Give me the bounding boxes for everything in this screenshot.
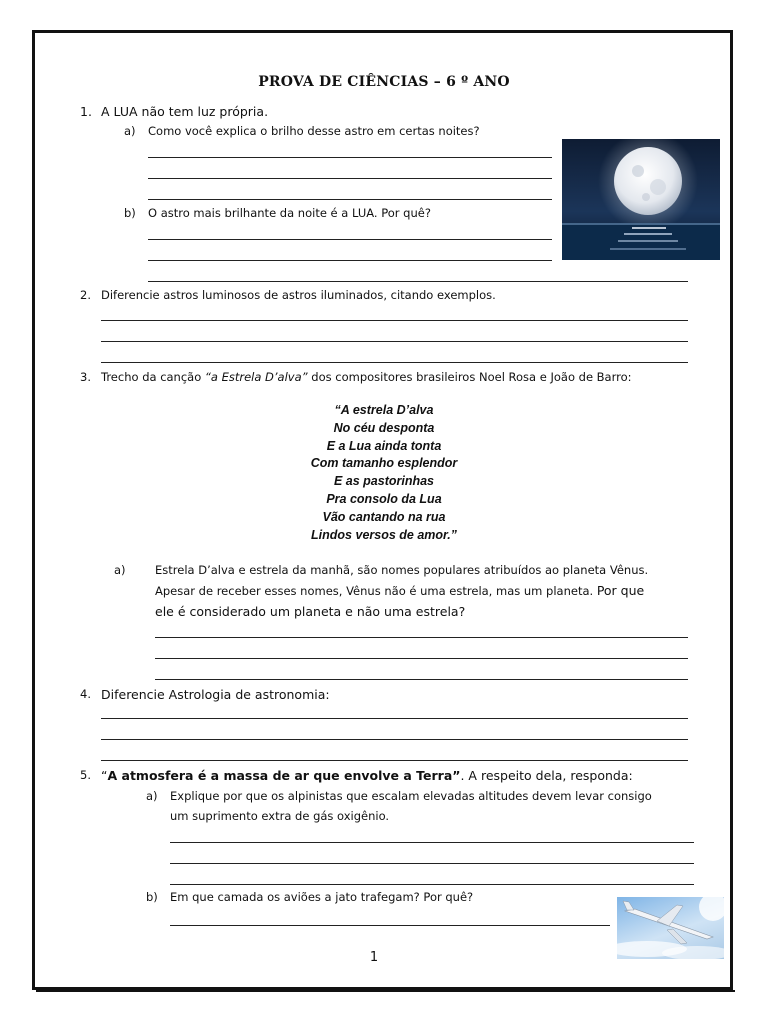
poem-line: Vão cantando na rua — [322, 509, 446, 524]
q2-text: Diferencie astros luminosos de astros iluminados, citando exemplos. — [101, 288, 496, 302]
q3-text — [101, 370, 632, 385]
q5-quote-mark: “ — [101, 768, 108, 783]
moon-over-sea-photo — [562, 139, 720, 260]
q3a-question-start: Por que — [596, 583, 645, 598]
answer-line[interactable] — [155, 679, 688, 680]
answer-line[interactable] — [101, 760, 688, 761]
q3a-line2 — [155, 583, 644, 599]
q5-quote: A atmosfera é a massa de ar que envolve a Terra” — [107, 768, 461, 783]
q3-number: 3. — [80, 370, 91, 384]
page-border-bottom-line — [36, 990, 735, 992]
answer-line[interactable] — [170, 884, 694, 885]
answer-line[interactable] — [101, 739, 688, 740]
page-title: PROVA DE CIÊNCIAS – 6 º ANO — [258, 74, 510, 90]
q2-number: 2. — [80, 288, 91, 302]
q5b-label: b) — [146, 890, 158, 904]
q1-text: A LUA não tem luz própria. — [101, 104, 269, 119]
q4-number: 4. — [80, 687, 91, 701]
answer-line[interactable] — [101, 341, 688, 342]
q5-number: 5. — [80, 768, 91, 782]
q3a-line3: ele é considerado um planeta e não uma estrela? — [155, 604, 466, 619]
poem-line: Lindos versos de amor.” — [311, 527, 457, 542]
q3a-line1: Estrela D’alva e estrela da manhã, são nomes populares atribuídos ao planeta Vênus. — [155, 563, 649, 577]
q1a-label: a) — [124, 124, 136, 138]
q5b-text: Em que camada os aviões a jato trafegam? Por quê? — [170, 890, 474, 904]
answer-line[interactable] — [101, 718, 688, 719]
answer-line[interactable] — [170, 842, 694, 843]
answer-line[interactable] — [170, 925, 610, 926]
q5a-line2: um suprimento extra de gás oxigênio. — [170, 809, 390, 823]
q1b-label: b) — [124, 206, 136, 220]
q5a-label: a) — [146, 789, 158, 803]
answer-line[interactable] — [170, 863, 694, 864]
q5a-line1: Explique por que os alpinistas que escalam elevadas altitudes devem levar consigo — [170, 789, 652, 803]
q1b-text: O astro mais brilhante da noite é a LUA. Por quê? — [148, 206, 431, 220]
q3-song-title: “a Estrela D’alva” — [204, 370, 308, 384]
poem-line: Com tamanho esplendor — [310, 456, 458, 471]
q5-instruction: . A respeito dela, responda: — [460, 768, 633, 783]
moon-illustration — [562, 139, 720, 260]
poem-line: Pra consolo da Lua — [326, 491, 442, 506]
q3-text-composers: dos compositores brasileiros Noel Rosa e João de Barro: — [307, 370, 632, 384]
q4-text: Diferencie Astrologia de astronomia: — [101, 687, 330, 702]
answer-line[interactable] — [148, 281, 688, 282]
q1a-text: Como você explica o brilho desse astro em certas noites? — [148, 124, 480, 138]
answer-line[interactable] — [148, 199, 552, 200]
song-excerpt — [0, 402, 768, 544]
q3-text-intro: Trecho da canção — [101, 370, 205, 384]
poem-line: No céu desponta — [333, 420, 435, 435]
poem-line: E a Lua ainda tonta — [326, 438, 442, 453]
answer-line[interactable] — [148, 178, 552, 179]
q5-text — [101, 768, 633, 783]
answer-line[interactable] — [155, 658, 688, 659]
q3a-line2-text: Apesar de receber esses nomes, Vênus não é uma estrela, mas um planeta. — [155, 584, 597, 598]
answer-line[interactable] — [155, 637, 688, 638]
poem-line: E as pastorinhas — [333, 474, 435, 489]
answer-line[interactable] — [148, 260, 552, 261]
answer-line[interactable] — [148, 239, 552, 240]
page-number: 1 — [369, 950, 379, 965]
q1-number: 1. — [80, 104, 92, 119]
poem-line: “A estrela D’alva — [334, 403, 434, 417]
answer-line[interactable] — [101, 320, 688, 321]
answer-line[interactable] — [101, 362, 688, 363]
q3a-label: a) — [114, 563, 126, 577]
answer-line[interactable] — [148, 157, 552, 158]
